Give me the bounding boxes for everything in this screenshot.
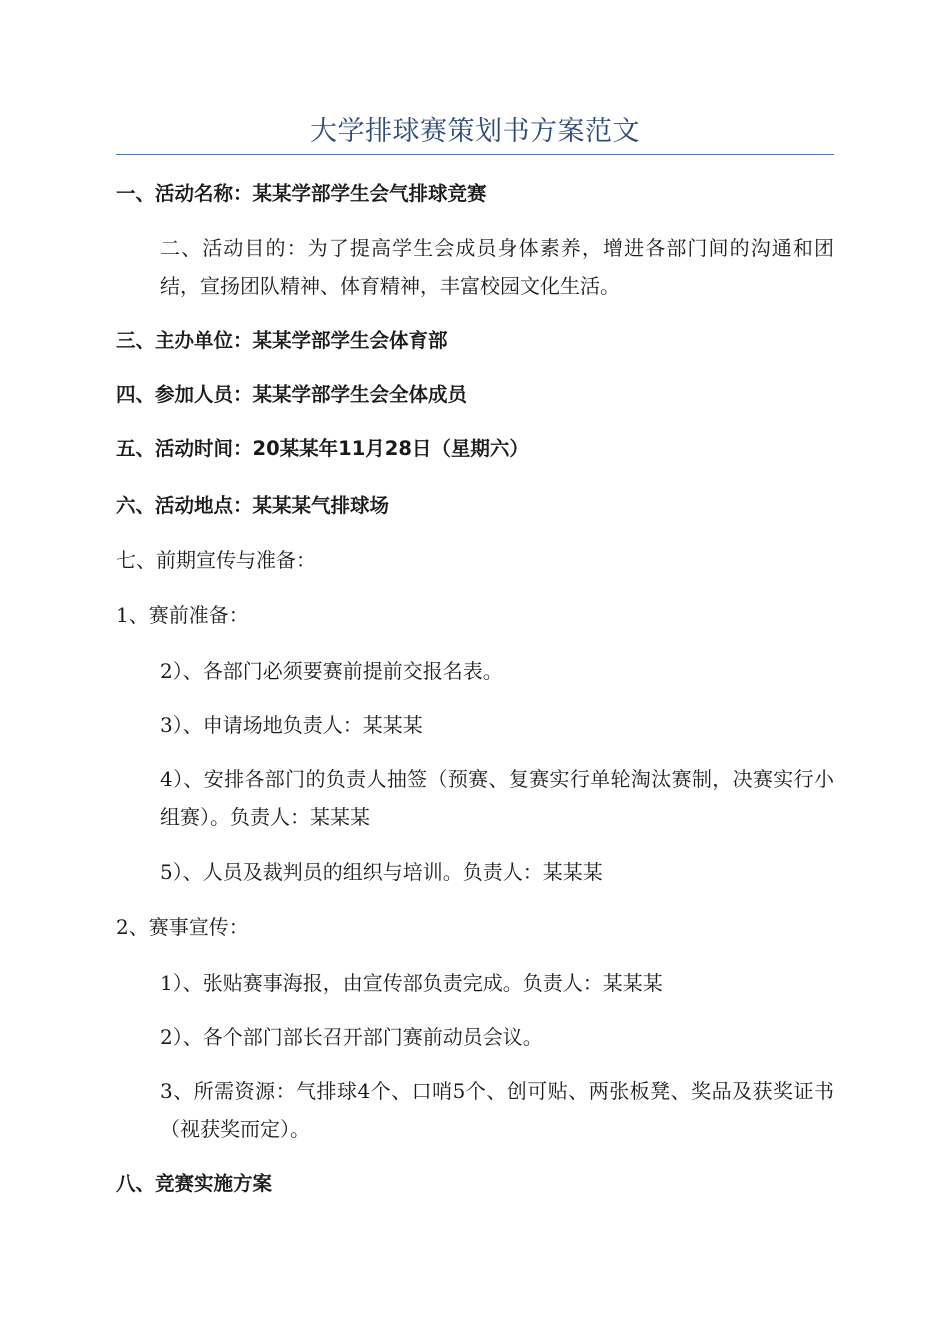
subsection-pre-match: 1、赛前准备： bbox=[116, 603, 249, 627]
section-activity-location: 六、活动地点：某某某气排球场 bbox=[116, 494, 390, 517]
item-draw: 4）、安排各部门的负责人抽签（预赛、复赛实行单轮淘汰赛制，决赛实行小组赛）。负责人：某某某 bbox=[160, 767, 834, 829]
section-implementation: 八、竞赛实施方案 bbox=[116, 1172, 273, 1195]
item-resources: 3、所需资源：气排球4个、口哨5个、创可贴、两张板凳、奖品及获奖证书（视获奖而定）。 bbox=[160, 1079, 834, 1141]
section-preparation: 七、前期宣传与准备： bbox=[116, 548, 316, 572]
document-title: 大学排球赛策划书方案范文 bbox=[310, 116, 640, 147]
item-mobilization-meeting: 2）、各个部门部长召开部门赛前动员会议。 bbox=[160, 1025, 543, 1049]
subsection-publicity: 2、赛事宣传： bbox=[116, 915, 249, 939]
section-participants: 四、参加人员：某某学部学生会全体成员 bbox=[116, 383, 468, 406]
section-activity-name: 一、活动名称：某某学部学生会气排球竞赛 bbox=[116, 182, 487, 205]
section-activity-time: 五、活动时间：20某某年11月28日（星期六） bbox=[116, 437, 529, 460]
section-organizer: 三、主办单位：某某学部学生会体育部 bbox=[116, 329, 448, 352]
item-referee-training: 5）、人员及裁判员的组织与培训。负责人：某某某 bbox=[160, 860, 603, 884]
item-posters: 1）、张贴赛事海报，由宣传部负责完成。负责人：某某某 bbox=[160, 971, 663, 995]
title-underline bbox=[116, 154, 834, 155]
item-venue: 3）、申请场地负责人：某某某 bbox=[160, 713, 423, 737]
item-registration: 2）、各部门必须要赛前提前交报名表。 bbox=[160, 659, 503, 683]
section-activity-purpose: 二、活动目的：为了提高学生会成员身体素养，增进各部门间的沟通和团结，宣扬团队精神、体育精神，丰富校园文化生活。 bbox=[160, 236, 834, 298]
